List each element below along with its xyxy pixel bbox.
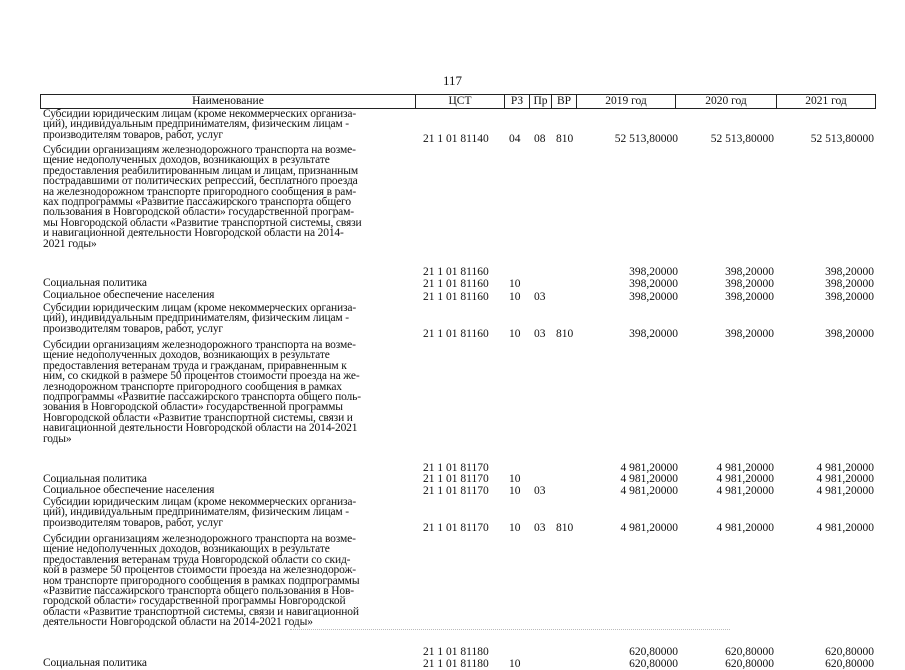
row-value-2019: 398,20000 <box>629 328 678 340</box>
row-value-2020: 398,20000 <box>725 266 774 278</box>
row-name-line: и навигационной деятельности Новгородской области на 2014- <box>43 227 344 240</box>
col-header-2021: 2021 год <box>776 95 875 108</box>
table-row <box>40 109 876 145</box>
row-value-2021: 4 981,20000 <box>816 473 874 485</box>
row-name-line: ках подпрограммы «Развитие пассажирского транспорта общего <box>43 196 351 209</box>
row-name-line: 2021 годы» <box>43 237 97 250</box>
row-value-2021: 398,20000 <box>825 291 874 303</box>
row-vr: 810 <box>556 328 574 340</box>
row-cst: 21 1 01 81180 <box>423 658 489 670</box>
row-cst: 21 1 01 81170 <box>423 473 489 485</box>
row-value-2020: 4 981,20000 <box>716 473 774 485</box>
page-number: 117 <box>442 73 463 88</box>
row-name-line: лезнодорожном транспорте пригородного сообщения в рамках <box>43 380 342 393</box>
row-name-line: ним, со скидкой в размере 50 процентов стоимости проезда на же- <box>43 370 360 383</box>
row-rz: 10 <box>509 485 521 497</box>
table-row <box>40 497 876 534</box>
col-header-2019: 2019 год <box>576 95 675 108</box>
row-name-line: «Развитие пассажирского транспорта общего пользования в Нов- <box>43 585 354 598</box>
row-name-line: ций), индивидуальным предпринимателям, физическим лицам - <box>43 312 349 325</box>
row-name-line: щение недополученных доходов, возникающих в результате <box>43 154 330 167</box>
row-rz: 10 <box>509 328 521 340</box>
row-rz: 10 <box>509 278 521 290</box>
row-name-line: зования в Новгородской области» государственной программы <box>43 401 343 414</box>
row-value-2021: 398,20000 <box>825 278 874 290</box>
row-rz: 04 <box>509 133 521 145</box>
row-value-2021: 620,80000 <box>825 646 874 658</box>
row-cst: 21 1 01 81160 <box>423 328 489 340</box>
row-value-2019: 620,80000 <box>629 646 678 658</box>
row-name <box>43 109 415 140</box>
row-name-line: Социальная политика <box>43 473 147 485</box>
row-name-line: Социальная политика <box>43 657 147 669</box>
row-name <box>43 485 415 495</box>
row-value-2019: 398,20000 <box>629 266 678 278</box>
row-cst: 21 1 01 81160 <box>423 278 489 290</box>
row-name-line: ций), индивидуальным предпринимателям, физическим лицам - <box>43 506 349 519</box>
row-name <box>43 534 415 628</box>
row-value-2019: 398,20000 <box>629 291 678 303</box>
row-value-2019: 4 981,20000 <box>620 462 678 474</box>
row-name-line: предоставления ветеранам труда Новгородской области со скид- <box>43 553 351 566</box>
row-value-2019: 4 981,20000 <box>620 485 678 497</box>
row-value-2019: 4 981,20000 <box>620 473 678 485</box>
row-name-line: Субсидии юридическим лицам (кроме некоммерческих организа- <box>43 108 357 120</box>
row-name-line: области «Развитие транспортной системы, связи и навигационной <box>43 605 359 618</box>
row-value-2020: 4 981,20000 <box>716 485 774 497</box>
row-value-2020: 398,20000 <box>725 328 774 340</box>
row-name-line: Субсидии организациям железнодорожного транспорта на возме- <box>43 144 356 156</box>
row-name-line: щение недополученных доходов, возникающих в результате <box>43 349 330 362</box>
row-name-line: мы Новгородской области «Развитие транспортной системы, связи <box>43 216 362 229</box>
row-value-2021: 398,20000 <box>825 328 874 340</box>
row-value-2020: 398,20000 <box>725 291 774 303</box>
table-row <box>40 145 876 278</box>
row-name-line: Субсидии организациям железнодорожного транспорта на возме- <box>43 533 356 545</box>
row-name-line: производителям товаров, работ, услуг <box>43 322 223 335</box>
row-name-line: производителям товаров, работ, услуг <box>43 516 223 529</box>
row-name-line: ном транспорте пригородного сообщения в рамках подпрограммы <box>43 574 360 587</box>
row-rz: 10 <box>509 658 521 670</box>
row-value-2021: 4 981,20000 <box>816 462 874 474</box>
col-header-rz: РЗ <box>504 95 529 108</box>
row-rz: 10 <box>509 522 521 534</box>
row-name-line: щение недополученных доходов, возникающих в результате <box>43 543 330 556</box>
row-name-line: навигационной деятельности Новгородской области на 2014-2021 <box>43 422 358 435</box>
table-row <box>40 303 876 340</box>
row-value-2020: 620,80000 <box>725 646 774 658</box>
row-name <box>43 145 415 249</box>
row-name-line: деятельности Новгородской области на 2014-2021 годы» <box>43 616 313 629</box>
row-value-2021: 4 981,20000 <box>816 522 874 534</box>
row-name <box>43 290 415 300</box>
row-name-line: годы» <box>43 432 72 445</box>
row-name-line: Социальное обеспечение населения <box>43 289 215 301</box>
row-name <box>43 303 415 334</box>
row-name-line: Социальное обеспечение населения <box>43 484 215 496</box>
row-value-2020: 398,20000 <box>725 278 774 290</box>
row-value-2021: 52 513,80000 <box>810 133 874 145</box>
row-name-line: Субсидии юридическим лицам (кроме некоммерческих организа- <box>43 302 357 314</box>
table-row <box>40 340 876 474</box>
row-cst: 21 1 01 81170 <box>423 485 489 497</box>
col-header-2020: 2020 год <box>675 95 776 108</box>
row-name <box>43 340 415 444</box>
row-value-2020: 620,80000 <box>725 658 774 670</box>
row-cst: 21 1 01 81160 <box>423 291 489 303</box>
row-name-line: производителям товаров, работ, услуг <box>43 128 223 141</box>
table-row <box>40 534 876 658</box>
row-value-2019: 52 513,80000 <box>614 133 678 145</box>
row-rz: 10 <box>509 473 521 485</box>
col-header-name: Наименование <box>192 95 264 107</box>
row-value-2019: 620,80000 <box>629 658 678 670</box>
row-value-2020: 4 981,20000 <box>716 522 774 534</box>
table-body <box>40 109 876 670</box>
row-name-line: предоставления ветеранам труда и гражданам, приравненным к <box>43 359 347 372</box>
row-value-2021: 620,80000 <box>825 658 874 670</box>
row-value-2020: 52 513,80000 <box>710 133 774 145</box>
row-vr: 810 <box>556 133 574 145</box>
row-pr: 03 <box>534 291 546 303</box>
col-header-vr: ВР <box>551 95 576 108</box>
row-pr: 03 <box>534 485 546 497</box>
row-name-line: кой в размере 50 процентов стоимости проезда на железнодорож- <box>43 564 356 577</box>
scan-artifact <box>290 629 730 631</box>
row-name <box>43 497 415 528</box>
row-value-2021: 398,20000 <box>825 266 874 278</box>
row-value-2021: 4 981,20000 <box>816 485 874 497</box>
row-name-line: пострадавшими от политических репрессий, бесплатного проезда <box>43 175 358 188</box>
row-name-line: Субсидии организациям железнодорожного транспорта на возме- <box>43 339 356 351</box>
row-cst: 21 1 01 81160 <box>423 266 489 278</box>
row-name <box>43 658 415 668</box>
col-header-cst: ЦСТ <box>415 95 504 108</box>
row-cst: 21 1 01 81140 <box>423 133 489 145</box>
row-value-2019: 398,20000 <box>629 278 678 290</box>
row-value-2020: 4 981,20000 <box>716 462 774 474</box>
row-name-line: предоставления реабилитированным лицам и лицам, признанным <box>43 164 358 177</box>
row-cst: 21 1 01 81180 <box>423 646 489 658</box>
row-name-line: подпрограммы «Развитие пассажирского транспорта общего поль- <box>43 391 361 404</box>
col-header-pr: Пр <box>529 95 551 108</box>
row-name <box>43 278 415 288</box>
row-pr: 03 <box>534 328 546 340</box>
row-pr: 08 <box>534 133 546 145</box>
table-header <box>40 94 876 109</box>
table-row <box>40 658 876 670</box>
row-value-2019: 4 981,20000 <box>620 522 678 534</box>
row-rz: 10 <box>509 291 521 303</box>
row-name-line: на железнодорожном транспорте пригородного сообщения в рам- <box>43 185 357 198</box>
row-name-line: пользования в Новгородской области» государственной програм- <box>43 206 354 219</box>
row-cst: 21 1 01 81170 <box>423 462 489 474</box>
row-name-line: городской области» государственной программы Новгородской <box>43 595 346 608</box>
row-vr: 810 <box>556 522 574 534</box>
row-name-line: Новгородской области «Развитие транспортной системы, связи и <box>43 411 353 424</box>
row-cst: 21 1 01 81170 <box>423 522 489 534</box>
row-name-line: Социальная политика <box>43 277 147 289</box>
row-name-line: ций), индивидуальным предпринимателям, физическим лицам - <box>43 118 349 131</box>
row-pr: 03 <box>534 522 546 534</box>
row-name <box>43 474 415 484</box>
row-name-line: Субсидии юридическим лицам (кроме некоммерческих организа- <box>43 496 357 508</box>
